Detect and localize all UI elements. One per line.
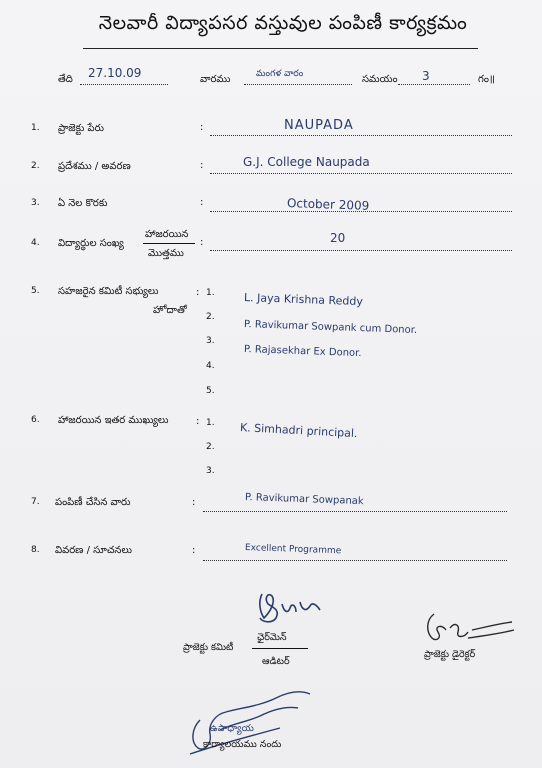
month-value: October 2009 bbox=[286, 196, 370, 213]
field-number: 1. bbox=[31, 123, 40, 133]
field-colon: : bbox=[200, 237, 204, 248]
committee-slot: 1. bbox=[206, 288, 215, 298]
field-colon: : bbox=[200, 197, 204, 208]
date-line bbox=[80, 84, 168, 85]
field-colon: : bbox=[192, 497, 196, 508]
project-name-value: NAUPADA bbox=[284, 118, 354, 133]
field-sublabel-bottom: మొత్తము bbox=[148, 248, 184, 259]
field-number: 6. bbox=[31, 415, 40, 425]
form-title: నెలవారీ విద్యాపసర వస్తువుల పంపిణీ కార్యక్రమం bbox=[98, 12, 468, 34]
field-colon: : bbox=[200, 160, 204, 171]
remarks-value: Excellent Programme bbox=[244, 543, 342, 557]
field-line bbox=[210, 135, 512, 136]
chairman-rule bbox=[252, 648, 308, 649]
others-slot: 2. bbox=[206, 442, 215, 452]
others-slot: 1. bbox=[206, 418, 215, 428]
fraction-rule bbox=[143, 243, 195, 244]
field-line bbox=[203, 511, 507, 512]
others-slot: 3. bbox=[206, 466, 215, 476]
field-colon: : bbox=[196, 287, 200, 298]
director-signature bbox=[420, 608, 518, 650]
others-member: K. Simhadri principal. bbox=[239, 421, 358, 441]
time-unit: గం॥ bbox=[478, 74, 495, 85]
accountant-title: ఉపాధ్యాయ bbox=[210, 723, 254, 734]
date-label: తేది bbox=[58, 74, 73, 85]
committee-slot: 5. bbox=[206, 386, 215, 396]
field-number: 5. bbox=[31, 286, 40, 296]
student-count-value: 20 bbox=[330, 231, 346, 245]
field-label: ప్రాజెక్టు పేరు bbox=[58, 123, 104, 134]
field-number: 3. bbox=[31, 198, 40, 208]
distributed-value: P. Ravikumar Sowpanak bbox=[244, 492, 364, 508]
field-sublabel-top: హాజరయిన bbox=[145, 229, 189, 240]
director-title: ప్రాజెక్టు డైరెక్టర్ bbox=[424, 649, 476, 660]
field-colon: : bbox=[200, 122, 204, 133]
remarks-label: వివరణ / సూచనలు bbox=[55, 545, 133, 556]
field-number: 4. bbox=[31, 238, 40, 248]
field-label: విద్యార్థుల సంఖ్య bbox=[58, 238, 124, 249]
committee-slot: 2. bbox=[206, 312, 215, 322]
location-value: G.J. College Naupada bbox=[243, 155, 370, 169]
committee-member: L. Jaya Krishna Reddy bbox=[243, 291, 364, 309]
committee-member: P. Rajasekhar Ex Donor. bbox=[243, 344, 362, 360]
field-colon: : bbox=[192, 545, 196, 556]
day-line bbox=[244, 84, 352, 85]
field-colon: : bbox=[196, 416, 200, 427]
day-label: వారము bbox=[200, 74, 231, 85]
field-line bbox=[210, 173, 512, 174]
others-label: హాజరయిన ఇతర ముఖ్యులు bbox=[58, 415, 169, 426]
time-label: సమయం bbox=[362, 74, 398, 85]
committee-label: సహజరైన కమిటీ సభ్యులు bbox=[58, 286, 159, 297]
title-underline bbox=[83, 48, 478, 49]
chairman-signature bbox=[250, 588, 325, 632]
field-label: ప్రదేశము / అవరణ bbox=[58, 161, 131, 172]
office-label: కార్యాలయము నందు bbox=[203, 739, 282, 750]
field-number: 7. bbox=[31, 497, 40, 507]
field-number: 2. bbox=[31, 161, 40, 171]
committee-member: P. Ravikumar Sowpank cum Donor. bbox=[243, 319, 418, 337]
field-label: ఏ నెల కొరకు bbox=[58, 198, 108, 209]
day-value: మంగళ వారం bbox=[256, 69, 304, 79]
committee-slot: 4. bbox=[206, 361, 215, 371]
time-value: 3 bbox=[422, 69, 430, 83]
committee-sublabel: హోదాతో bbox=[153, 305, 187, 316]
time-line bbox=[398, 84, 470, 85]
field-line bbox=[203, 560, 507, 561]
committee-slot: 3. bbox=[206, 336, 215, 346]
field-line bbox=[210, 250, 512, 251]
auditor-title: ఆడిటర్ bbox=[262, 656, 290, 667]
chairman-title: ఛైర్‌మెన్ bbox=[257, 632, 287, 643]
field-number: 8. bbox=[31, 545, 40, 555]
date-value: 27.10.09 bbox=[88, 66, 142, 80]
distributed-label: పంపిణీ చేసిన వారు bbox=[55, 497, 131, 508]
project-committee-label: ప్రాజెక్టు కమిటీ bbox=[183, 642, 234, 653]
